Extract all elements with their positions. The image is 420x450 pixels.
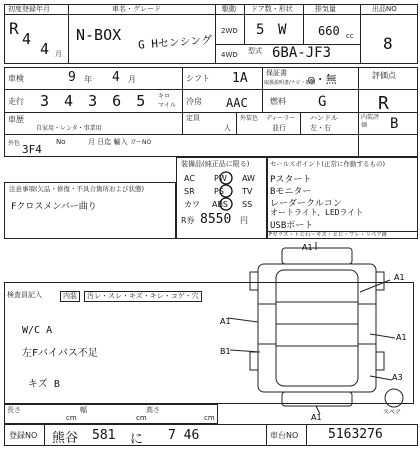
car-name: N-BOX <box>76 26 122 44</box>
grade: G Hセンシング <box>137 33 213 52</box>
change-label: 外装色 <box>240 115 259 122</box>
reg-month: 4 <box>40 40 50 58</box>
aircon-value: AAC <box>226 96 248 110</box>
diagram-mark-right-front: A1 <box>394 273 405 282</box>
spare-tire-label: スペア <box>383 409 402 416</box>
shaken-month: 4 <box>112 70 120 85</box>
equip-sr: SR <box>184 187 195 196</box>
width-label: 幅 <box>80 406 87 414</box>
equip-ac: AC <box>184 174 195 183</box>
dealer-label: ディーラー <box>266 115 296 122</box>
shaken-year: 9 <box>68 70 76 85</box>
warranty-label: 保証書 <box>266 69 287 77</box>
car-name-label: 車名・グレード <box>112 5 161 13</box>
equip-abs: ABS <box>212 200 228 209</box>
equipment-header: 装備品(純正品に限る) <box>181 160 250 168</box>
exterior-color-label: 外色 <box>8 140 21 147</box>
capacity-label: 定員 <box>186 114 200 122</box>
glass-damage-list: Fガラス・トビ石・キズ・ヒビ・ワレ・リペア跡 <box>269 232 388 238</box>
equipment-circle-marks <box>196 168 266 216</box>
score-label: 評価点 <box>372 71 396 80</box>
diagram-mark-left-front: A1 <box>220 317 231 326</box>
fuel-value: G <box>318 94 327 110</box>
recycle-value: 8550 <box>200 212 232 227</box>
import-date-label: 月 日迄 輸入 <box>88 138 128 146</box>
score-value: R <box>378 93 389 114</box>
door-count: 5 <box>256 22 265 38</box>
reg-era: R <box>9 19 19 38</box>
reg-no-label: 登録NO <box>9 431 38 440</box>
diagram-mark-right-mid: A1 <box>396 333 407 342</box>
diagram-mark-rear: A1 <box>311 413 322 420</box>
equip-tv: TV <box>242 187 253 196</box>
history-sub: 自家用・レンタ・事業用 <box>36 125 102 132</box>
car-damage-diagram <box>220 240 416 420</box>
mileage-label: 走行 <box>8 97 24 106</box>
shift-value: 1A <box>232 71 248 86</box>
handle-label: ハンドル <box>310 114 338 122</box>
door-label: ドア数・形状 <box>251 5 293 13</box>
sales-point-4: オートライト、LEDライト <box>270 208 364 217</box>
sales-point-header: セールスポイント(正常に作動するもの) <box>270 160 385 168</box>
color-no-label: No <box>56 138 66 146</box>
footer-dimensions <box>4 404 218 424</box>
reg-number: 7 46 <box>168 428 200 443</box>
height-label: 高さ <box>146 406 160 414</box>
lot-no-label: 出品NO <box>372 5 397 13</box>
lot-no: 8 <box>383 34 393 53</box>
capacity-unit: 人 <box>224 124 231 132</box>
shaken-label: 車検 <box>8 74 24 83</box>
history-label: 車歴 <box>8 115 24 124</box>
sales-point-3: レーダークルコン <box>270 199 342 209</box>
mileage-unit-mile: マイル <box>158 102 176 109</box>
diagram-mark-right-rear: A3 <box>392 373 403 382</box>
fuel-label: 燃料 <box>270 97 286 106</box>
displacement-label: 排気量 <box>315 5 336 13</box>
drive-label: 駆動 <box>222 5 236 13</box>
mileage-unit-km: キロ <box>158 93 171 100</box>
equip-ss: SS <box>242 200 253 209</box>
model-code: 6BA-JF3 <box>272 45 332 61</box>
notes-line-1: Fクロスメンバー曲り <box>11 202 97 212</box>
chassis-label: 車台NO <box>270 431 299 440</box>
displacement-value: 660 <box>318 24 340 38</box>
width-unit: cm <box>136 414 147 422</box>
shift-label: シフト <box>186 74 210 83</box>
inspector-line-3: キズ B <box>28 379 60 390</box>
month-unit: 月 <box>55 50 62 58</box>
model-label: 型式 <box>248 47 262 55</box>
mileage-value: 3 4 3 6 5 <box>40 92 149 110</box>
drive-2wd: 2WD <box>221 27 238 35</box>
shaken-year-unit: 年 <box>84 75 92 84</box>
equip-pw: PW <box>214 174 227 183</box>
warranty-value: ◎・無 <box>308 73 337 86</box>
exterior-color-value: 3F4 <box>22 143 42 156</box>
warranty-sub: 取扱説明書/ナビ・取説 <box>264 80 316 86</box>
sales-point-5: USBポート <box>270 221 314 231</box>
chassis-no: 5163276 <box>328 427 383 442</box>
interior-score-label: 内装評価 <box>361 114 380 129</box>
handle-value: 左・右 <box>310 124 331 132</box>
reg-date-label: 初度登録年月 <box>8 5 50 13</box>
inspector-header: 検査員記入 <box>7 291 42 299</box>
reg-year: 4 <box>22 30 32 48</box>
shaken-month-unit: 月 <box>128 75 136 84</box>
length-label: 長さ <box>7 406 21 414</box>
inspector-interior-options: 汚レ・スレ・キズ・キレ・コゲ・穴 <box>84 291 202 302</box>
recycle-no-label: ガーNO <box>130 139 152 146</box>
equip-aw: AW <box>242 174 255 183</box>
sales-point-2: Bモニター <box>270 187 312 197</box>
diagram-mark-front: A1 <box>302 243 313 252</box>
equip-ps: PS <box>214 187 224 196</box>
dealer-value: 並行 <box>272 124 286 132</box>
inspector-line-2: 左Fバイパス不足 <box>22 348 98 359</box>
reg-class: 581 <box>92 428 116 443</box>
diagram-mark-left-rear: B1 <box>220 347 231 356</box>
cc-unit: cc <box>346 32 354 40</box>
inspector-line-1: W/C A <box>22 325 53 336</box>
notes-header: 注意事項(欠品・修復・不具合箇所および状態) <box>9 185 145 193</box>
inspector-interior-label: 内装 <box>60 291 80 302</box>
reg-kana: に <box>130 432 144 447</box>
reg-place: 熊谷 <box>52 431 79 446</box>
interior-score-value: B <box>390 116 399 132</box>
height-unit: cm <box>204 414 215 422</box>
length-unit: cm <box>66 414 77 422</box>
drive-4wd: 4WD <box>221 51 238 59</box>
aircon-label: 冷房 <box>186 97 202 106</box>
door-shape: W <box>278 22 287 38</box>
equip-leather: カワ <box>184 200 200 209</box>
sales-point-1: Pスタート <box>270 175 312 185</box>
recycle-label: R券 <box>181 216 195 225</box>
recycle-unit: 円 <box>240 216 248 225</box>
